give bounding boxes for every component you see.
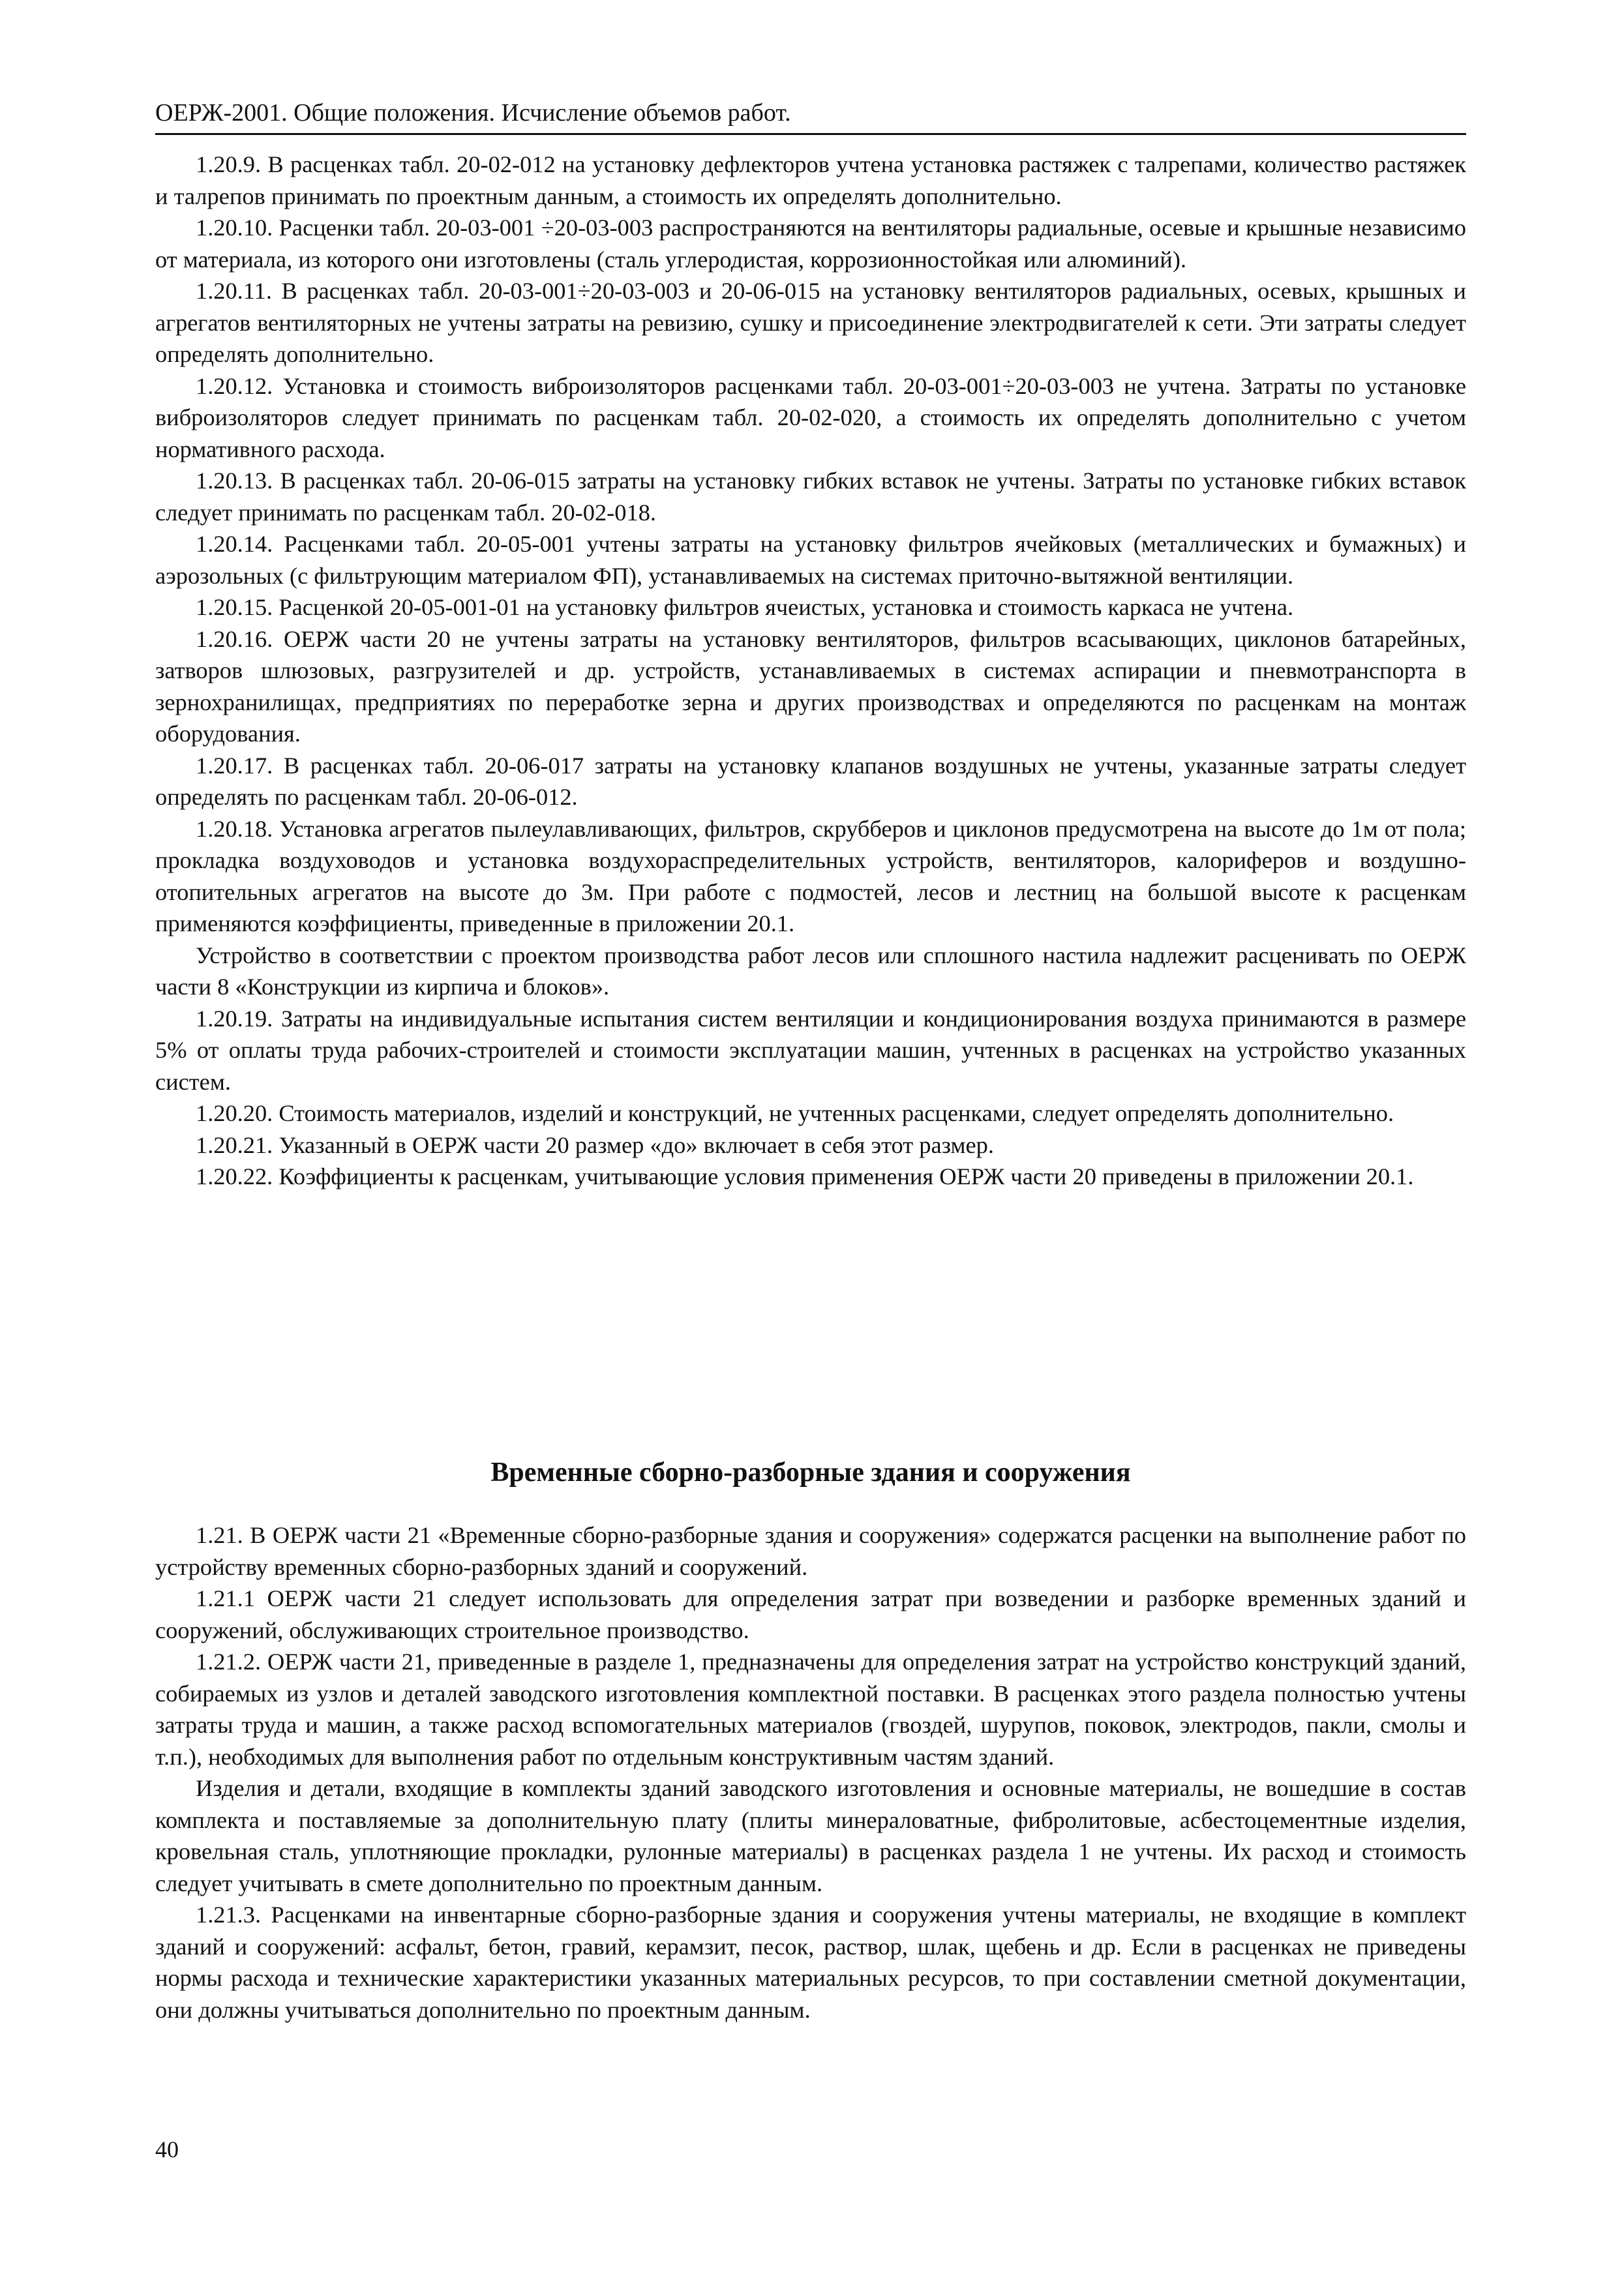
paragraph: 1.21. В ОЕРЖ части 21 «Временные сборно-разборные здания и сооружения» содержатся расценки на выполнение работ по устройству временных сборно-разборных зданий и сооружений. xyxy=(155,1522,1466,1580)
paragraph: 1.20.19. Затраты на индивидуальные испытания систем вентиляции и кондиционирования воздуха принимаются в размере 5% от оплаты труда рабочих-строителей и стоимости эксплуатации машин, учтенных в расценках на устройство указанных систем. xyxy=(155,1005,1466,1095)
paragraph: 1.20.11. В расценках табл. 20-03-001÷20-03-003 и 20-06-015 на установку вентиляторов радиальных, осевых, крышных и агрегатов вентиляторных не учтены затраты на ревизию, сушку и присоединение электродвигателей к сети. Эти затраты следует определять дополнительно. xyxy=(155,278,1466,367)
running-header: ОЕРЖ-2001. Общие положения. Исчисление объемов работ. xyxy=(155,98,1466,135)
paragraph: 1.20.13. В расценках табл. 20-06-015 затраты на установку гибких вставок не учтены. Затраты по установке гибких вставок следует принимать по расценкам табл. 20-02-018. xyxy=(155,468,1466,526)
paragraph: 1.21.2. ОЕРЖ части 21, приведенные в разделе 1, предназначены для определения затрат на устройство конструкций зданий, собираемых из узлов и деталей заводского изготовления комплектной поставки. В расценках этого раздела полностью учтены затраты труда и машин, а также расход вспомогательных материалов (гвоздей, шурупов, поковок, электродов, пакли, смолы и т.п.), необходимых для выполнения работ по отдельным конструктивным частям зданий. xyxy=(155,1649,1466,1770)
paragraph: 1.20.17. В расценках табл. 20-06-017 затраты на установку клапанов воздушных не учтены, указанные затраты следует определять по расценкам табл. 20-06-012. xyxy=(155,752,1466,810)
paragraph: 1.20.18. Установка агрегатов пылеулавливающих, фильтров, скрубберов и циклонов предусмотрена на высоте до 1м от пола; прокладка воздуховодов и установка воздухораспределительных устройств, вентиляторов, калориферов и воздушно-отопительных агрегатов на высоте до 3м. При работе с подмостей, лесов и лестниц на большой высоте к расценкам применяются коэффициенты, приведенные в приложении 20.1. xyxy=(155,815,1466,936)
paragraph: 1.20.9. В расценках табл. 20-02-012 на установку дефлекторов учтена установка растяжек с талрепами, количество растяжек и талрепов принимать по проектным данным, а стоимость их определять дополнительно. xyxy=(155,151,1466,209)
paragraph: 1.20.15. Расценкой 20-05-001-01 на установку фильтров ячеистых, установка и стоимость каркаса не учтена. xyxy=(196,594,1294,620)
paragraph: 1.21.3. Расценками на инвентарные сборно-разборные здания и сооружения учтены материалы, не входящие в комплект зданий и сооружений: асфальт, бетон, гравий, керамзит, песок, раствор, шлак, щебень и др. Если в расценках не приведены нормы расхода и технические характеристики указанных материальных ресурсов, то при составлении сметной документации, они должны учитываться дополнительно по проектным данным. xyxy=(155,1902,1466,2023)
paragraph: 1.20.14. Расценками табл. 20-05-001 учтены затраты на установку фильтров ячейковых (металлических и бумажных) и аэрозольных (с фильтрующим материалом ФП), устанавливаемых на системах приточно-вытяжной вентиляции. xyxy=(155,531,1466,589)
paragraph: 1.20.22. Коэффициенты к расценкам, учитывающие условия применения ОЕРЖ части 20 приведены в приложении 20.1. xyxy=(196,1163,1414,1189)
paragraph: Изделия и детали, входящие в комплекты зданий заводского изготовления и основные материалы, не вошедшие в состав комплекта и поставляемые за дополнительную плату (плиты минераловатные, фибролитовые, асбестоцементные изделия, кровельная сталь, уплотняющие прокладки, рулонные материалы) в расценках раздела 1 не учтены. Их расход и стоимость следует учитывать в смете дополнительно по проектным данным. xyxy=(155,1775,1466,1896)
paragraph: 1.20.12. Установка и стоимость виброизоляторов расценками табл. 20-03-001÷20-03-003 не учтена. Затраты по установке виброизоляторов следует принимать по расценкам табл. 20-02-020, а стоимость их определять дополнительно с учетом нормативного расхода. xyxy=(155,372,1466,462)
paragraph: 1.20.10. Расценки табл. 20-03-001 ÷20-03-003 распространяются на вентиляторы радиальные, осевые и крышные независимо от материала, из которого они изготовлены (сталь углеродистая, коррозионностойкая или алюминий). xyxy=(155,215,1466,273)
paragraph: 1.20.20. Стоимость материалов, изделий и конструкций, не учтенных расценками, следует определять дополнительно. xyxy=(196,1100,1394,1126)
section-title: Временные сборно-разборные здания и сооружения xyxy=(490,1458,1131,1488)
paragraph: 1.21.1 ОЕРЖ части 21 следует использовать для определения затрат при возведении и разборке временных зданий и сооружений, обслуживающих строительное производство. xyxy=(155,1585,1466,1643)
paragraph: 1.20.16. ОЕРЖ части 20 не учтены затраты на установку вентиляторов, фильтров всасывающих, циклонов батарейных, затворов шлюзовых, разгрузителей и др. устройств, устанавливаемых в системах аспирации и пневмотранспорта в зернохранилищах, предприятиях по переработке зерна и других производствах и определяются по расценкам на монтаж оборудования. xyxy=(155,625,1466,747)
body-text-bottom xyxy=(155,1519,1466,2026)
body-text-top xyxy=(155,149,1466,1193)
paragraph: Устройство в соответствии с проектом производства работ лесов или сплошного настила надлежит расценивать по ОЕРЖ части 8 «Конструкции из кирпича и блоков». xyxy=(155,942,1466,1000)
page-number: 40 xyxy=(155,2136,179,2162)
paragraph: 1.20.21. Указанный в ОЕРЖ части 20 размер «до» включает в себя этот размер. xyxy=(196,1131,994,1158)
